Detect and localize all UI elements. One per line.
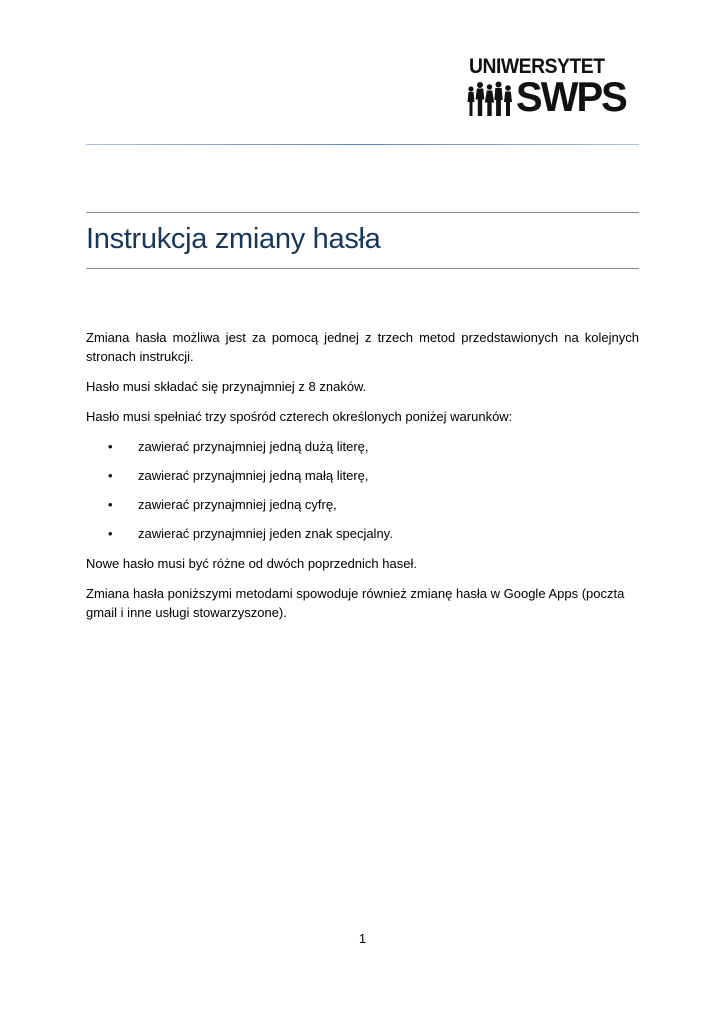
logo-text-uniwersytet: UNIWERSYTET: [469, 55, 605, 78]
list-item-text: zawierać przynajmniej jedną małą literę,: [138, 468, 369, 483]
requirements-list: [86, 437, 639, 543]
google-apps-paragraph: Zmiana hasła poniższymi metodami spowoduje również zmianę hasła w Google Apps (poczta gmail i inne usługi stowarzyszone).: [86, 586, 625, 620]
list-item-text: zawierać przynajmniej jedną cyfrę,: [138, 497, 337, 512]
conditions-paragraph: Hasło musi spełniać trzy spośród czterech określonych poniżej warunków:: [86, 409, 513, 424]
list-item: [86, 437, 639, 456]
header-divider: [86, 144, 639, 145]
page-title: Instrukcja zmiany hasła: [86, 223, 381, 255]
page-number: 1: [358, 931, 367, 946]
people-silhouettes-icon: [466, 81, 516, 117]
list-item: [86, 524, 639, 543]
title-top-rule: [86, 212, 639, 213]
list-item-text: zawierać przynajmniej jeden znak specjalny.: [138, 526, 393, 541]
different-password-paragraph: Nowe hasło musi być różne od dwóch poprzednich haseł.: [86, 556, 417, 571]
swps-logo: [466, 55, 628, 121]
document-body: [86, 328, 639, 633]
logo-text-swps: SWPS: [516, 73, 626, 120]
length-requirement-paragraph: Hasło musi składać się przynajmniej z 8 znaków.: [86, 379, 367, 394]
bullet-icon: •: [108, 439, 113, 454]
bullet-icon: •: [108, 526, 113, 541]
list-item: [86, 495, 639, 514]
title-bottom-rule: [86, 268, 639, 269]
bullet-icon: •: [108, 468, 113, 483]
bullet-icon: •: [108, 497, 113, 512]
list-item-text: zawierać przynajmniej jedną dużą literę,: [138, 439, 369, 454]
intro-paragraph: Zmiana hasła możliwa jest za pomocą jednej z trzech metod przedstawionych na kolejnych stronach instrukcji.: [86, 330, 639, 364]
list-item: [86, 466, 639, 485]
